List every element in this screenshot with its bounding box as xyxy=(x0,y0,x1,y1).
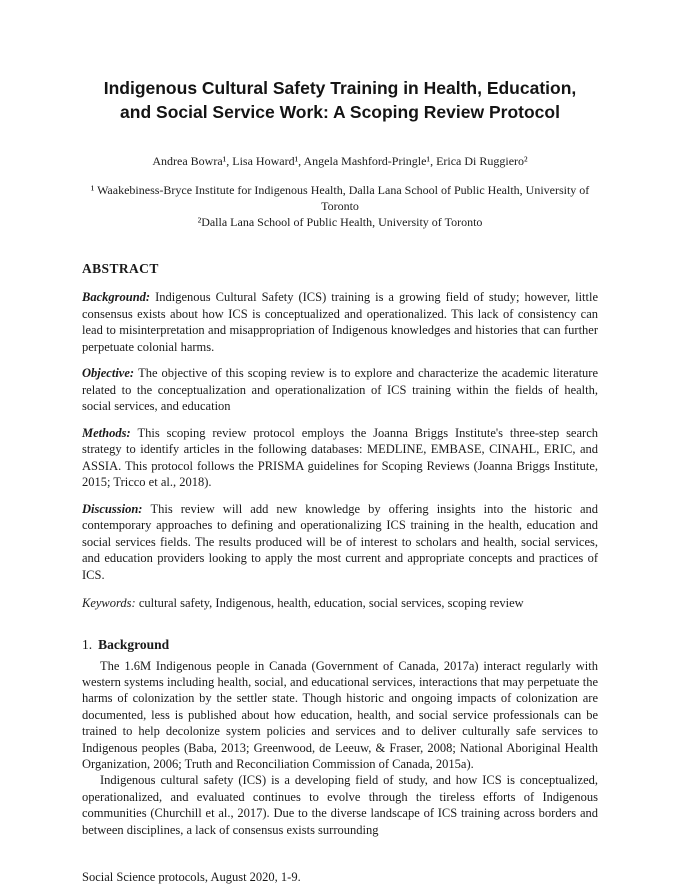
abstract-discussion-section xyxy=(82,501,598,584)
abstract-objective-text: The objective of this scoping review is to explore and characterize the academic literature related to the conceptualization and operationalization of ICS training within the fields of health, social services, and education xyxy=(82,366,599,413)
abstract-background-label: Background: xyxy=(82,290,151,304)
section-label: Background xyxy=(98,636,170,652)
paper-title xyxy=(82,76,598,124)
affiliation-2: ²Dalla Lana School of Public Health, University of Toronto xyxy=(197,215,483,229)
abstract-methods-section xyxy=(82,425,598,491)
paper-title-line-1: Indigenous Cultural Safety Training in Health, Education, xyxy=(103,78,577,98)
authors-line: Andrea Bowra¹, Lisa Howard¹, Angela Mashford-Pringle¹, Erica Di Ruggiero² xyxy=(152,154,528,168)
abstract-discussion-label: Discussion: xyxy=(82,501,143,516)
abstract-objective-label: Objective: xyxy=(82,366,135,380)
affiliation-1: ¹ Waakebiness-Bryce Institute for Indigenous Health, Dalla Lana School of Public Health, University of Toronto xyxy=(90,183,590,213)
journal-footer: Social Science protocols, August 2020, 1-9. xyxy=(82,870,301,884)
abstract-methods-label: Methods: xyxy=(82,425,131,440)
section-heading-background xyxy=(82,636,598,654)
keywords-line xyxy=(82,595,598,612)
keywords-text: cultural safety, Indigenous, health, education, social services, scoping review xyxy=(138,596,524,610)
section-number: 1. xyxy=(82,636,93,652)
abstract-discussion-text: This review will add new knowledge by offering insights into the historic and contemporary approaches to defining and operationalizing ICS training in the health, education and social services fields. The results produced will be of interest to scholars and health, social services, and education providers looking to apply the most current and appropriate concepts and practices of ICS. xyxy=(82,501,599,582)
abstract-heading: ABSTRACT xyxy=(82,261,159,276)
abstract-background-section xyxy=(82,289,598,355)
abstract-methods-text: This scoping review protocol employs the Joanna Briggs Institute's three-step search strategy to identify articles in the following databases: MEDLINE, EMBASE, CINAHL, ERIC, and ASSIA. This protocol follows the PRISMA guidelines for Scoping Reviews (Joanna Briggs Institute, 2015; Tricco et al., 2018). xyxy=(82,425,598,489)
body-paragraph-2: Indigenous cultural safety (ICS) is a developing field of study, and how ICS is conceptualized, operationalized, and evaluated continues to evolve through the tireless efforts of Indigenous communities (Churchill et al., 2017). Due to the diverse landscape of ICS training across borders and between disciplines, a lack of consensus exists surrounding xyxy=(82,773,598,837)
abstract-objective-section xyxy=(82,365,598,415)
abstract-background-text: Indigenous Cultural Safety (ICS) training is a growing field of study; however, little consensus exists about how ICS is conceptualized and operationalized. This lack of consistency can lead to misinterpretation and misappropriation of Indigenous knowledges and histories that can further perpetuate colonial harms. xyxy=(82,290,599,354)
paper-title-line-2: and Social Service Work: A Scoping Review Protocol xyxy=(120,102,560,122)
keywords-label: Keywords: xyxy=(82,596,136,610)
body-paragraph-1: The 1.6M Indigenous people in Canada (Government of Canada, 2017a) interact regularly with western systems including health, social, and educational services, interactions that may perpetuate the harms of colonization by the settler state. Though historic and ongoing impacts of colonization are documented, less is published about how education, health, and social service professionals can be trained to help decolonize system policies and services and to deliver culturally safe services to Indigenous peoples (Baba, 2013; Greenwood, de Leeuw, & Fraser, 2008; National Aboriginal Health Organization, 2006; Truth and Reconciliation Commission of Canada, 2015a). xyxy=(82,658,598,771)
